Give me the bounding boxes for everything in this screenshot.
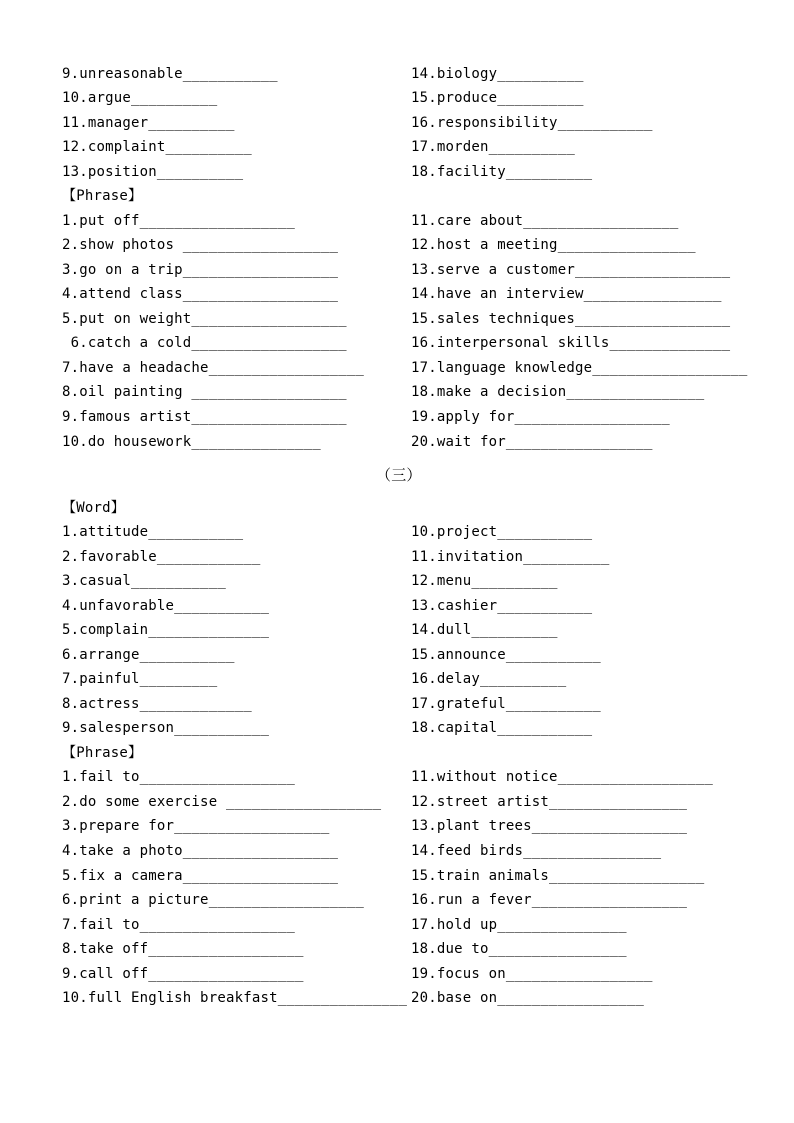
section-heading-phrase: 【Phrase】 (62, 188, 143, 204)
list-item: 20.wait for_________________ (411, 434, 653, 450)
list-item: 11.invitation__________ (411, 549, 610, 565)
list-item: 4.attend class__________________ (62, 286, 339, 302)
list-item: 2.do some exercise __________________ (62, 794, 382, 810)
list-item: 6.arrange___________ (62, 647, 235, 663)
section-heading-phrase: 【Phrase】 (62, 745, 143, 761)
list-item: 20.base on_________________ (411, 990, 644, 1006)
list-item: 2.show photos __________________ (62, 237, 339, 253)
list-item: 11.without notice__________________ (411, 769, 714, 785)
list-item: 8.actress_____________ (62, 696, 252, 712)
list-item: 1.fail to__________________ (62, 769, 295, 785)
list-item: 8.take off__________________ (62, 941, 304, 957)
list-item: 15.announce___________ (411, 647, 601, 663)
list-item: 15.sales techniques__________________ (411, 311, 731, 327)
list-item: 1.attitude___________ (62, 524, 244, 540)
list-item: 17.language knowledge__________________ (411, 360, 748, 376)
list-item: 8.oil painting __________________ (62, 384, 347, 400)
list-item: 9.salesperson___________ (62, 720, 270, 736)
list-item: 1.put off__________________ (62, 213, 295, 229)
list-item: 12.complaint__________ (62, 139, 252, 155)
list-item: 15.train animals__________________ (411, 868, 705, 884)
list-item: 18.make a decision________________ (411, 384, 705, 400)
list-item: 17.hold up_______________ (411, 917, 627, 933)
list-item: 3.casual___________ (62, 573, 226, 589)
list-item: 14.have an interview________________ (411, 286, 722, 302)
list-item: 18.facility__________ (411, 164, 593, 180)
list-item: 9.call off__________________ (62, 966, 304, 982)
list-item: 7.have a headache__________________ (62, 360, 365, 376)
list-item: 19.focus on_________________ (411, 966, 653, 982)
list-item: 7.fail to__________________ (62, 917, 295, 933)
list-item: 5.fix a camera__________________ (62, 868, 339, 884)
section-title: （三） (376, 466, 422, 484)
list-item: 17.morden__________ (411, 139, 575, 155)
list-item: 10.project___________ (411, 524, 593, 540)
list-item: 16.run a fever__________________ (411, 892, 688, 908)
list-item: 12.street artist________________ (411, 794, 688, 810)
list-item: 13.cashier___________ (411, 598, 593, 614)
list-item: 14.biology__________ (411, 66, 584, 82)
list-item: 14.feed birds________________ (411, 843, 662, 859)
list-item: 16.delay__________ (411, 671, 567, 687)
list-item: 2.favorable____________ (62, 549, 261, 565)
list-item: 7.painful_________ (62, 671, 218, 687)
list-item: 5.complain______________ (62, 622, 270, 638)
list-item: 17.grateful___________ (411, 696, 601, 712)
list-item: 13.position__________ (62, 164, 244, 180)
list-item: 10.do housework_______________ (62, 434, 321, 450)
list-item: 5.put on weight__________________ (62, 311, 347, 327)
list-item: 12.host a meeting________________ (411, 237, 696, 253)
list-item: 3.prepare for__________________ (62, 818, 330, 834)
list-item: 16.interpersonal skills______________ (411, 335, 731, 351)
list-item: 11.manager__________ (62, 115, 235, 131)
list-item: 14.dull__________ (411, 622, 558, 638)
list-item: 9.famous artist__________________ (62, 409, 347, 425)
section-heading-word: 【Word】 (62, 500, 125, 516)
list-item: 11.care about__________________ (411, 213, 679, 229)
list-item: 9.unreasonable___________ (62, 66, 278, 82)
list-item: 3.go on a trip__________________ (62, 262, 339, 278)
list-item: 15.produce__________ (411, 90, 584, 106)
list-item: 10.full English breakfast_______________ (62, 990, 408, 1006)
list-item: 12.menu__________ (411, 573, 558, 589)
list-item: 19.apply for__________________ (411, 409, 670, 425)
list-item: 10.argue__________ (62, 90, 218, 106)
list-item: 4.unfavorable___________ (62, 598, 270, 614)
list-item: 6.catch a cold__________________ (62, 335, 347, 351)
list-item: 6.print a picture__________________ (62, 892, 365, 908)
list-item: 13.serve a customer__________________ (411, 262, 731, 278)
list-item: 16.responsibility___________ (411, 115, 653, 131)
list-item: 13.plant trees__________________ (411, 818, 688, 834)
list-item: 4.take a photo__________________ (62, 843, 339, 859)
list-item: 18.capital___________ (411, 720, 593, 736)
list-item: 18.due to________________ (411, 941, 627, 957)
